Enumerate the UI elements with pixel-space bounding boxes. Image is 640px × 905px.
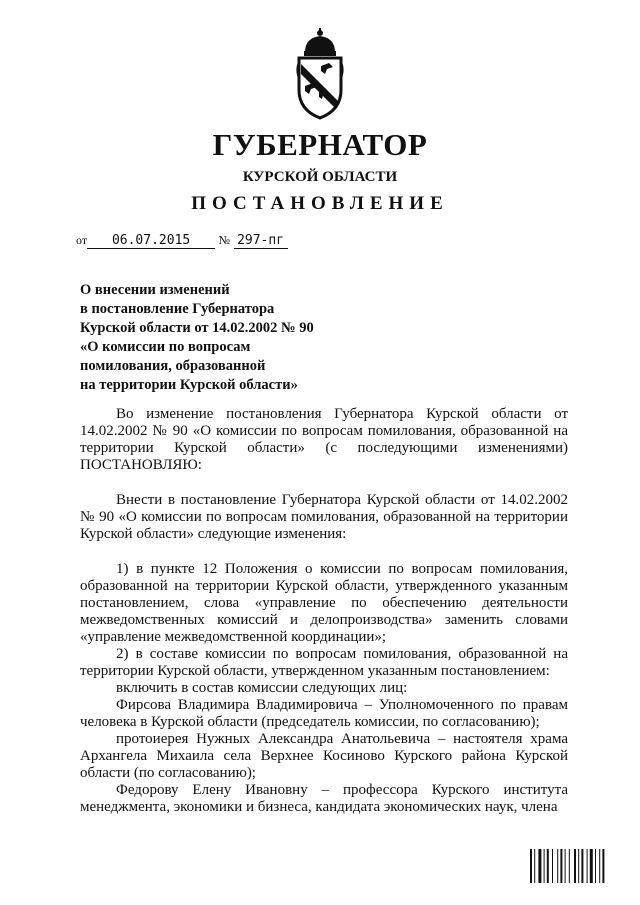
subject-line: помилования, образованной	[80, 358, 266, 374]
intro-paragraph: Внести в постановление Губернатора Курской области от 14.02.2002 № 90 «О комиссии по вопросам помилования, образованной на территории Курской области» следующие изменения:	[80, 492, 568, 542]
document-date: 06.07.2015	[87, 233, 215, 249]
document-subject	[80, 281, 400, 395]
date-number-line	[76, 233, 288, 249]
person-2-paragraph: протоиерея Нужных Александра Анатольевича – настоятеля храма Архангела Михаила села Верхнее Косиново Курского района Курской области (по согласованию);	[80, 731, 568, 781]
preamble-paragraph: Во изменение постановления Губернатора Курской области от 14.02.2002 № 90 «О комиссии по вопросам помилования, образованной на территории Курской области» (с последующими изменениями) ПОСТАНОВЛЯЮ:	[80, 406, 568, 473]
subject-line: в постановление Губернатора	[80, 301, 275, 317]
barcode-icon	[530, 849, 626, 883]
person-3-paragraph: Федорову Елену Ивановну – профессора Курского института менеджмента, экономики и бизнеса, кандидата экономических наук, члена	[80, 782, 568, 815]
coat-of-arms-icon	[291, 28, 349, 120]
date-label: от	[76, 233, 88, 247]
subject-line: «О комиссии по вопросам	[80, 339, 251, 355]
document-number: 297-пг	[234, 233, 288, 249]
number-label: №	[218, 233, 231, 247]
subject-line: О внесении изменений	[80, 282, 230, 298]
item-1-paragraph: 1) в пункте 12 Положения о комиссии по вопросам помилования, образованной на территории Курской области, утвержденного указанным постановлением, слова «управление по обеспечению деятельности межведомственных комиссий и делопроизводства» заменить словами «управление межведомственной координации»;	[80, 561, 568, 645]
subject-line: на территории Курской области»	[80, 377, 298, 393]
document-body	[80, 406, 568, 816]
document-type: ПОСТАНОВЛЕНИЕ	[191, 193, 449, 214]
governor-title: ГУБЕРНАТОР	[212, 127, 428, 162]
subject-line: Курской области от 14.02.2002 № 90	[80, 320, 314, 336]
person-1-paragraph: Фирсова Владимира Владимировича – Уполномоченного по правам человека в Курской области (председатель комиссии, по согласованию);	[80, 697, 568, 730]
include-paragraph: включить в состав комиссии следующих лиц:	[116, 680, 408, 696]
region-name: КУРСКОЙ ОБЛАСТИ	[242, 169, 398, 185]
item-2-paragraph: 2) в составе комиссии по вопросам помилования, образованной на территории Курской области, утвержденном указанным постановлением:	[80, 646, 568, 679]
